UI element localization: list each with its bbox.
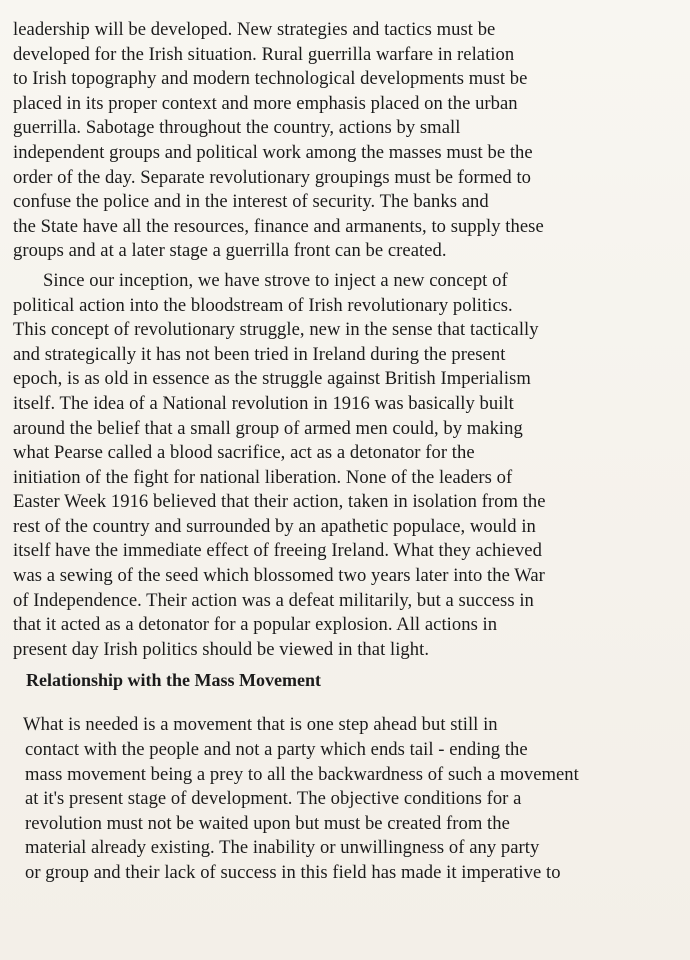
text-line: Easter Week 1916 believed that their action, taken in isolation from the bbox=[13, 491, 546, 513]
text-line: epoch, is as old in essence as the struggle against British Imperialism bbox=[13, 368, 531, 390]
text-line: to Irish topography and modern technological developments must be bbox=[13, 68, 528, 90]
text-line: contact with the people and not a party which ends tail - ending the bbox=[25, 739, 528, 761]
text-line: of Independence. Their action was a defeat militarily, but a success in bbox=[13, 589, 534, 611]
text-line: guerrilla. Sabotage throughout the country, actions by small bbox=[13, 117, 461, 139]
text-line: order of the day. Separate revolutionary groupings must be formed to bbox=[13, 166, 532, 188]
text-line: This concept of revolutionary struggle, new in the sense that tactically bbox=[13, 319, 539, 341]
text-line: What is needed is a movement that is one step ahead but still in bbox=[23, 714, 498, 736]
text-line: what Pearse called a blood sacrifice, act as a detonator for the bbox=[13, 442, 475, 464]
text-line: independent groups and political work among the masses must be the bbox=[13, 141, 533, 163]
text-line: itself. The idea of a National revolution in 1916 was basically built bbox=[13, 392, 514, 414]
paragraph-1 bbox=[13, 18, 662, 264]
text-line: at it's present stage of development. The objective conditions for a bbox=[25, 788, 522, 810]
text-line: material already existing. The inability or unwillingness of any party bbox=[25, 837, 540, 859]
paragraph-2 bbox=[13, 269, 662, 663]
text-line: Since our inception, we have strove to inject a new concept of bbox=[43, 269, 508, 291]
text-line: and strategically it has not been tried in Ireland during the present bbox=[13, 343, 506, 365]
text-line: political action into the bloodstream of Irish revolutionary politics. bbox=[13, 294, 513, 316]
text-line: present day Irish politics should be viewed in that light. bbox=[13, 638, 430, 660]
text-line: initiation of the fight for national liberation. None of the leaders of bbox=[13, 466, 513, 488]
text-line: or group and their lack of success in this field has made it imperative to bbox=[25, 862, 561, 883]
text-line: leadership will be developed. New strategies and tactics must be bbox=[13, 19, 496, 40]
paragraph-3 bbox=[13, 713, 662, 885]
text-line: that it acted as a detonator for a popular explosion. All actions in bbox=[13, 614, 498, 636]
text-line: groups and at a later stage a guerrilla front can be created. bbox=[13, 240, 447, 262]
text-line: was a sewing of the seed which blossomed two years later into the War bbox=[13, 565, 545, 587]
text-line: rest of the country and surrounded by an apathetic populace, would in bbox=[13, 515, 536, 537]
text-line: itself have the immediate effect of freeing Ireland. What they achieved bbox=[13, 540, 542, 562]
text-line: confuse the police and in the interest of security. The banks and bbox=[13, 191, 489, 213]
text-line: revolution must not be waited upon but must be created from the bbox=[25, 812, 510, 834]
text-line: developed for the Irish situation. Rural guerrilla warfare in relation bbox=[13, 43, 515, 65]
text-line: around the belief that a small group of armed men could, by making bbox=[13, 417, 523, 439]
text-line: the State have all the resources, finance and armanents, to supply these bbox=[13, 215, 544, 237]
text-line: mass movement being a prey to all the backwardness of such a movement bbox=[25, 763, 579, 785]
text-line: placed in its proper context and more emphasis placed on the urban bbox=[13, 92, 518, 114]
section-heading: Relationship with the Mass Movement bbox=[26, 670, 321, 691]
